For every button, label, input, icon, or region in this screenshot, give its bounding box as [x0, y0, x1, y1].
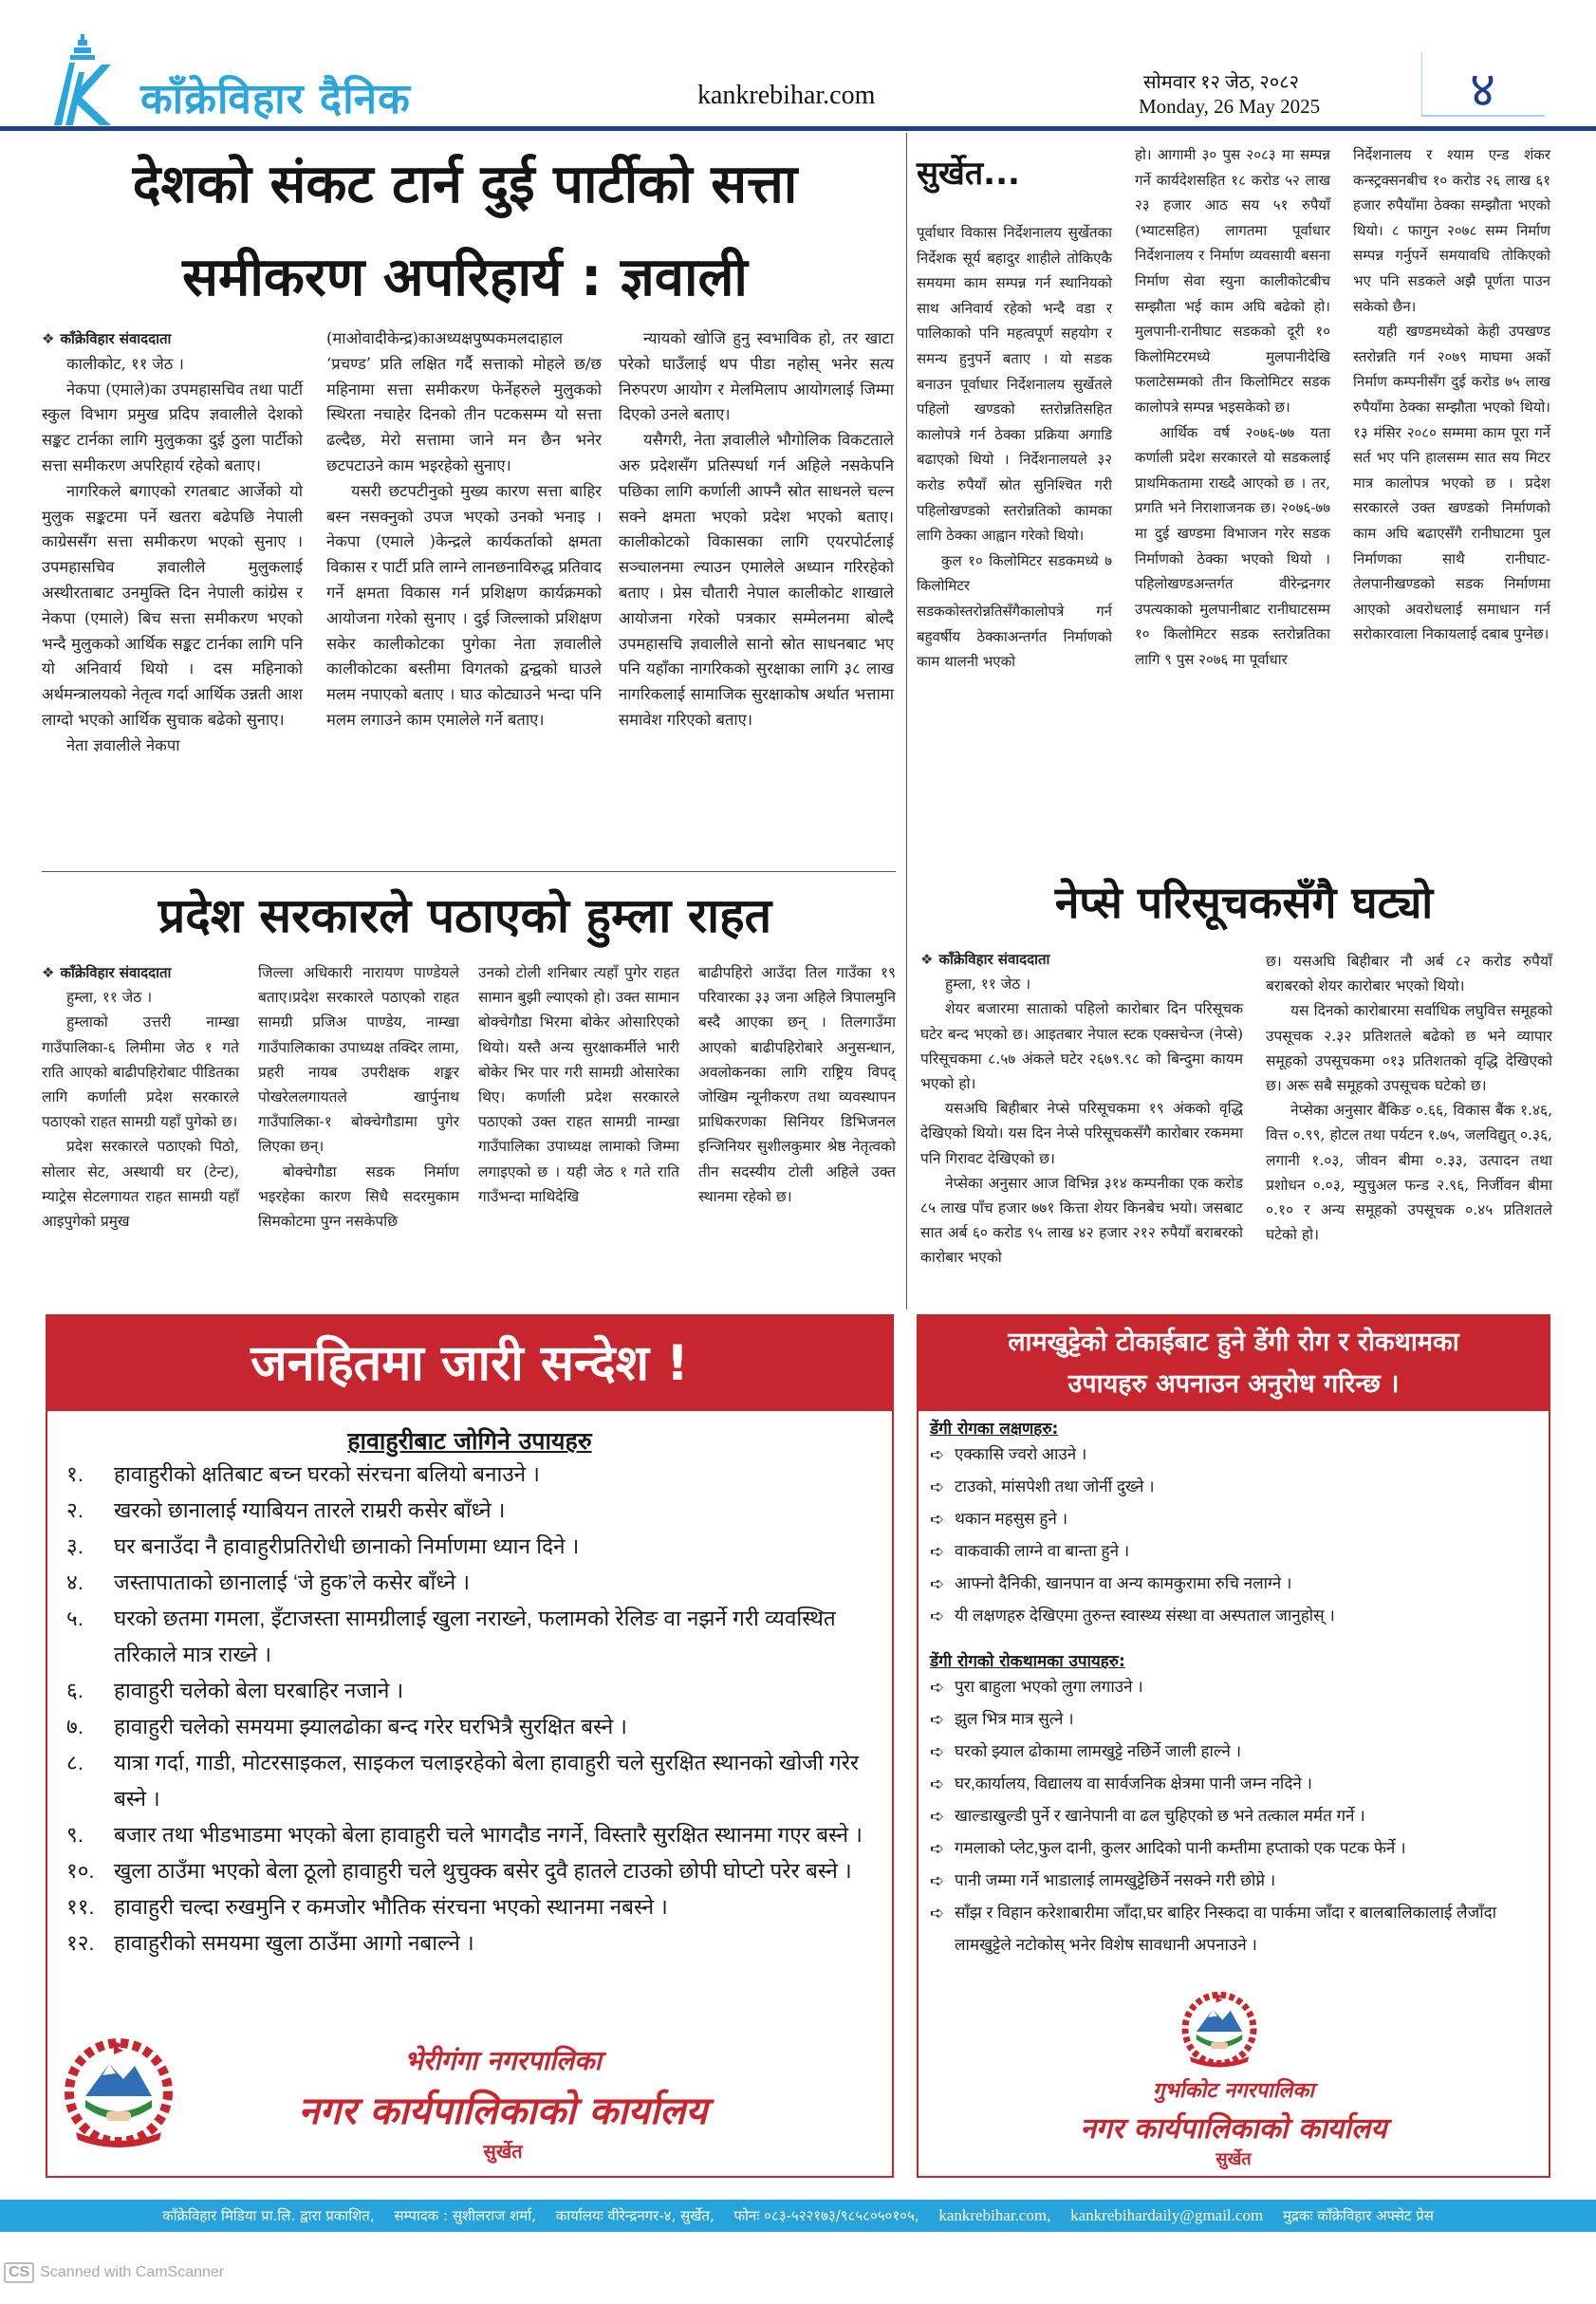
- story3-headline: नेप्से परिसूचकसँगै घट्यो: [1054, 877, 1434, 928]
- surkhet-column-2: [1135, 142, 1330, 672]
- page-number: ४: [1470, 64, 1496, 118]
- sponsor-office: नगर कार्यपालिकाको कार्यालय: [298, 2090, 708, 2133]
- sponsor-municipality: गुर्भाकोट नगरपालिका: [1153, 2079, 1314, 2103]
- paragraph: नागरिकले बगाएको रगतबाट आर्जेको यो मुलुक सङ्कटमा पर्ने खतरा बढेपछि नेपाली काग्रेससँग सत्ता समीकरण भएको सुनाए । उपमहासचिव ज्ञवालीले मुलुकलाई अस्थीरताबाट उनमुक्ति दिन नेपाली कांग्रेस र नेकपा (एमाले) बिच सत्ता समीकरण भएको भन्दै मुलुकको आर्थिक सङ्कट टार्नका लागि पनि यो अनिवार्य थियो । दस महिनाको अर्थमन्त्रालयको नेतृत्व गर्दा आर्थिक उन्नती आश लाग्दो भएको आर्थिक सुचाक बढेको सुनाए।: [42, 481, 303, 729]
- paragraph: नेता ज्ञवालीले नेकपा: [66, 735, 180, 754]
- masthead-rule: [0, 126, 1596, 131]
- ad-subheading: हावाहुरीबाट जोगिने उपायहरु: [347, 1427, 592, 1455]
- paragraph: बोक्चेगौडा सडक निर्माण भइरहेका कारण सिधै सदरमुकाम सिमकोटमा पुग्न नसकेपछि: [258, 1162, 459, 1231]
- paragraph: नेप्सेका अनुसार बैंकिङ ०.६६, विकास बैंक १.४६, वित्त ०.९९, होटल तथा पर्यटन १.७५, जलविद्युत् ०.३६, लगानी १.०३, जीवन बीमा ०.३३, उत्पादन तथा प्रशोधन ०.०३, म्युचुअल फन्ड २.९६, निर्जीवन बीमा ०.१० र अन्य समूहको उपसूचक ०.४५ प्रतिशतले घटेको हो।: [1266, 1102, 1552, 1244]
- dateline: हुम्ला, ११ जेठ ।: [66, 989, 153, 1007]
- footer-email-link[interactable]: kankrebihardaily@gmail.com: [1070, 2206, 1264, 2224]
- symptoms-list: [919, 1439, 1549, 1632]
- paragraph: यसअघि बिहीबार नेप्से परिसूचकमा १९ अंकको वृद्धि देखिएको थियो। यस दिन नेप्से परिसूचकसँगै कारोबार रकममा पनि गिरावट देखिएको छ।: [920, 1100, 1243, 1167]
- story1-headline-line1: देशको संकट टार्न दुई पार्टीको सत्ता: [132, 154, 798, 215]
- list-item: ➪ एक्कासि ज्वरो आउने ।: [930, 1439, 1539, 1471]
- story1-column-1: [42, 326, 303, 759]
- imprint-footer: [0, 2200, 1596, 2232]
- editor: सम्पादक : सुशीलराज शर्मा,: [394, 2207, 536, 2224]
- sponsor-location: सुर्खेत: [483, 2140, 523, 2163]
- sponsor-location: सुर्खेत: [1216, 2149, 1252, 2169]
- surkhet-column-3: [1353, 142, 1550, 647]
- phone: फोनः ०८३-५२२१७३/९८५८०५०१०५,: [733, 2207, 919, 2224]
- story2-column-3: [478, 960, 679, 1209]
- prevention-list: [919, 1671, 1549, 1961]
- paragraph: उनको टोली शनिबार त्यहाँ पुगेर राहत सामान बुझी ल्याएको हो। उक्त सामान बोक्चेगौडा भिरमा बोकेर ओसारिएको थियो। यस्तै अन्य सुरक्षाकर्मीले भारी बोकेर भिर पार गरी सामग्री ओसारेका थिए। कर्णाली प्रदेश सरकारले पठाएको उक्त राहत सामग्री नाम्खा गाउँपालिका उपाध्यक्ष लामाको जिम्मा लगाइएको छ । यही जेठ १ गते राति गाउँभन्दा माथिदेखि: [478, 964, 679, 1205]
- list-item: १२. हावाहुरीको समयमा खुला ठाउँमा आगो नबाल्ने ।: [66, 1931, 474, 1955]
- banner-line-2: उपायहरु अपनाउन अनुरोध गरिन्छ ।: [1067, 1369, 1400, 1399]
- masthead: [0, 0, 1596, 128]
- arrow-icon: ➪: [930, 1445, 945, 1464]
- story2-column-2: [258, 960, 459, 1234]
- paragraph: यही खण्डमध्येको केही उपखण्ड स्तरोन्नति गर्न २०७९ माघमा अर्को निर्माण कम्पनीसँग दुई करोड ७५ लाख रुपैयाँमा ठेक्का सम्झौता भएको थियो। १३ मंसिर २०८० सम्ममा काम पूरा गर्ने सर्त भए पनि हालसम्म सात सय मिटर मात्र कालोपत्र भएको छ । प्रदेश सरकारले उक्त खण्डको निर्माणको काम अघि बढाएसँगै रानीघाटमा पुल निर्माणका साथै रानीघाट-तेलपानीखण्डको सडक निर्माणमा आएको अवरोधलाई समाधान गर्न सरोकारवाला निकायलाई दबाब पुग्नेछ।: [1353, 323, 1550, 643]
- arrow-icon: ➪: [930, 1807, 945, 1826]
- arrow-icon: ➪: [930, 1542, 945, 1561]
- story1-headline-line2: समीकरण अपरिहार्य : ज्ञवाली: [182, 247, 748, 308]
- story2-headline: प्रदेश सरकारले पठाएको हुम्ला राहत: [158, 888, 772, 943]
- arrow-icon: ➪: [930, 1742, 945, 1761]
- office-address: कार्यालयः वीरेन्द्रनगर-४, सुर्खेत,: [555, 2207, 714, 2224]
- diamond-bullet-icon: ❖: [42, 330, 55, 347]
- list-item: १. हावाहुरीको क्षतिबाट बच्न घरको संरचना बलियो बनाउने ।: [66, 1462, 540, 1486]
- byline: ❖ काँक्रेविहार संवाददाता: [42, 964, 172, 981]
- list-item: ➪ गमलाको प्लेट,फुल दानी, कुलर आदिको पानी कम्तीमा हप्ताको एक पटक फेर्ने ।: [930, 1832, 1539, 1865]
- publisher: काँक्रेविहार मिडिया प्रा.लि. द्वारा प्रकाशित,: [162, 2207, 375, 2224]
- prevention-heading: डेंगी रोगको रोकथामका उपायहरु:: [930, 1652, 1125, 1671]
- watermark-text: Scanned with CamScanner: [40, 2264, 225, 2280]
- symptoms-heading: डेंगी रोगका लक्षणहरु:: [930, 1420, 1059, 1439]
- list-item: ३. घर बनाउँदा नै हावाहुरीप्रतिरोधी छानाको निर्माणमा ध्यान दिने ।: [66, 1534, 580, 1558]
- list-item: ➪ पुरा बाहुला भएको लुगा लगाउने ।: [930, 1671, 1539, 1703]
- arrow-icon: ➪: [930, 1871, 945, 1890]
- arrow-icon: ➪: [930, 1904, 945, 1923]
- paragraph: हो। आगामी ३० पुस २०८३ मा सम्पन्न गर्ने कार्यदेशसहित १८ करोड ५२ लाख २३ हजार आठ सय ५१ रुपैयाँ (भ्याटसहित) लागतमा पूर्वाधार निर्देशनालय र निर्माण व्यवसायी बसना निर्माण सेवा स्युना कालीकोटबीच सम्झौता भई काम अघि बढेको हो। मुलपानी-रानीघाट सडकको दूरी १० किलोमिटरमध्ये मुलपानीदेखि फलाटेसम्मको तीन किलोमिटर सडक कालोपत्रे सम्पन्न भइसकेको छ।: [1135, 146, 1330, 416]
- site-url[interactable]: kankrebihar.com: [697, 81, 876, 110]
- story2-column-4: [698, 960, 896, 1209]
- list-item: ९. बजार तथा भीडभाडमा भएको बेला हावाहुरी चले भागदौड नगर्ने, विस्तारै सुरक्षित स्थानमा गएर बस्ने ।: [66, 1823, 863, 1847]
- list-item: ६. हावाहुरी चलेको बेला घरबाहिर नजाने ।: [66, 1679, 404, 1702]
- camscanner-logo-icon: CS: [4, 2262, 34, 2283]
- arrow-icon: ➪: [930, 1510, 945, 1529]
- list-item: ➪ खाल्डाखुल्डी पुर्ने र खानेपानी वा ढल चुहिएको छ भने तत्काल मर्मत गर्ने ।: [930, 1800, 1539, 1832]
- byline: ❖ काँक्रेविहार संवाददाता: [42, 330, 172, 347]
- sponsor-office: नगर कार्यपालिकाको कार्यालय: [1080, 2112, 1387, 2146]
- list-item: ➪ टाउको, मांसपेशी तथा जोर्नी दुख्ने ।: [930, 1471, 1539, 1503]
- paragraph: यस दिनको कारोबारमा सर्वाधिक लघुवित्त समूहको उपसूचक २.३२ प्रतिशतले बढेको छ भने व्यापार समूहको उपसूचकमा ०१३ प्रतिशतको वृद्धि देखिएको छ। अरू सबै समूहको उपसूचक घटेको छ।: [1266, 1002, 1552, 1095]
- paragraph: (माओवादीकेन्द्र)काअध्यक्षपुष्पकमलदाहाल ‘प्रचण्ड’ प्रति लक्षित गर्दै सत्ताको मोहले छ/छ महिनामा सत्ता समीकरण फेर्नेहरुले मुलुकको स्थिरता नचाहेर दिनको तीन पटकसम्म यो सत्ता ढल्दैछ, मेरो सत्तामा जाने मन छैन भनेर छटपटाउने काम भइरहेको सुनाए।: [326, 329, 602, 474]
- story3-column-1: [920, 947, 1243, 1271]
- list-item: ➪ थकान महसुस हुने ।: [930, 1503, 1539, 1535]
- paragraph: नेकपा (एमाले)का उपमहासचिव तथा पार्टी स्कुल विभाग प्रमुख प्रदिप ज्ञवालीले देशको सङ्कट टार्नका लागि मुलुकका दुई ठुला पार्टीको सत्ता समीकरण अपरिहार्य रहेको बताए।: [42, 380, 303, 474]
- list-item: ७. हावाहुरी चलेको समयमा झ्यालढोका बन्द गरेर घरभित्रै सुरक्षित बस्ने ।: [66, 1715, 627, 1738]
- dateline: हुम्ला, ११ जेठ ।: [945, 975, 1031, 994]
- paragraph: यसरी छटपटीनुको मुख्य कारण सत्ता बाहिर बस्न नसक्नुको उपज भएको उनको भनाइ । नेकपा (एमाले )केन्द्रले कार्यकर्ताको क्षमता विकास र पार्टी प्रति लाग्ने लानछनाविरुद्ध प्रतिवाद गर्ने क्षमता विकास गर्न प्रशिक्षण कार्यक्रमको आयोजना गरेको सुनाए । दुई जिल्लाको प्रशिक्षण सकेर कालीकोटका पुगेका नेता ज्ञवालीले कालीकोटका बस्तीमा विगतको द्वन्द्वको घाउले मलम नपाएको बताए । घाउ कोट्याउने भन्दा पनि मलम लगाउने काम एमालेले गर्ने बताए।: [326, 481, 602, 729]
- arrow-icon: ➪: [930, 1710, 945, 1729]
- story3-column-2: [1266, 949, 1552, 1247]
- ad-banner: जनहितमा जारी सन्देश !: [47, 1316, 892, 1411]
- surkhet-column-1: [917, 220, 1112, 675]
- date-english: Monday, 26 May 2025: [1139, 95, 1321, 118]
- paragraph: जिल्ला अधिकारी नारायण पाण्डेयले बताए।प्रदेश सरकारले पठाएको राहत सामग्री प्रजिअ पाण्डेय, नाम्खा गाउँपालिकाका उपाध्यक्ष तक्दिर लामा, प्रहरी नायब उपरीक्षक शङ्कर पोखरेललगायतले खार्पुनाथ गाउँपालिका-१ बोक्चेगौडामा पुगेर लिएका छन्।: [258, 964, 459, 1156]
- list-item: ➪ वाकवाकी लाग्ने वा बान्ता हुने ।: [930, 1535, 1539, 1568]
- arrow-icon: ➪: [930, 1839, 945, 1858]
- paragraph: शेयर बजारमा साताको पहिलो कारोबार दिन परिसूचक घटेर बन्द भएको छ। आइतबार नेपाल स्टक एक्सचेन्ज (नेप्से) परिसूचकमा ८.५७ अंकले घटेर २६७९.९८ को बिन्दुमा कायम भएको हो।: [920, 1000, 1243, 1093]
- arrow-icon: ➪: [930, 1607, 945, 1626]
- printer: मुद्रकः काँक्रेविहार अफ्सेट प्रेस: [1282, 2207, 1434, 2224]
- paragraph: पूर्वाधार विकास निर्देशनालय सुर्खेतका निर्देशक सूर्य बहादुर शाहीले तोकिएकै समयमा काम सम्पन्न गर्न स्थानियको साथ अनिवार्य रहेको भन्दै वडा र पालिकाको पनि महत्वपूर्ण सहयोग र समन्य हुनुपर्ने बताए । यो सडक बनाउन पूर्वाधार निर्देशनालय सुर्खेतले पहिलो खण्डको स्तरोन्नतिसहित कालोपत्रे गर्न ठेक्का प्रक्रिया अगाडि बढाएको थियो । निर्देशनालयले ३२ करोड रुपैयाँ स्रोत सुनिश्चित गरी पहिलोखण्डको स्तरोन्नतिको कामका लागि ठेक्का आह्वान गरेको थियो।: [917, 224, 1112, 545]
- diamond-bullet-icon: ❖: [920, 951, 934, 968]
- byline: ❖ काँक्रेविहार संवाददाता: [920, 951, 1050, 968]
- nepal-emblem-icon: [57, 2037, 180, 2149]
- paragraph: यसैगरी, नेता ज्ञवालीले भौगोलिक विकटताले अरु प्रदेशसँग प्रतिस्पर्धा गर्न अहिले नसकेपनि पछिका लागि कर्णाली आफ्नै स्रोत साधनले चल्न सक्ने क्षमता भएको प्रदेश भएको बताए। कालीकोटको विकासका लागि एयरपोर्टलाई सञ्चालनमा ल्याउन एमालेले अध्यान गरिरहेको बताए । प्रेस चौतारी नेपाल कालीकोट शाखाले आयोजना गरेको पत्रकार सम्मेलनमा बोल्दै उपमहासचि ज्ञवालीले सानो स्रोत साधनबाट भए पनि यहाँका नागरिकको सुरक्षाका लागि ३८ लाख नागरिकलाई सामाजिक सुरक्षाकोष अर्थात भत्तामा समावेश गरिएको बताए।: [619, 431, 894, 729]
- ad-banner: [919, 1316, 1549, 1411]
- list-item: २. खरको छानालाई ग्याबियन तारले राम्ररी कसेर बाँध्ने ।: [66, 1498, 506, 1522]
- paragraph: कुल १० किलोमिटर सडकमध्ये ७ किलोमिटर सडककोस्तरोन्नतिसँगैकालोपत्रे गर्न बहुवर्षीय ठेक्काअन्तर्गत निर्माणको काम थालनी भएको: [917, 551, 1112, 671]
- newspaper-name: काँक्रेविहार दैनिक: [140, 75, 411, 123]
- list-item: ➪ पानी जम्मा गर्ने भाडालाई लामखुट्टेछिर्ने नसक्ने गरी छोप्ने ।: [930, 1865, 1539, 1897]
- list-item: ➪ घरको झ्याल ढोकामा लामखुट्टे नछिर्ने जाली हाल्ने ।: [930, 1736, 1539, 1768]
- paragraph: न्यायको खोजि हुनु स्वभाविक हो, तर खाटा परेको घाउँलाई थप पीडा नहोस् भनेर सत्य निरुपरण आयोग र मेलमिलाप आयोगलाई जिम्मा दिएको उनले बताए।: [619, 329, 894, 424]
- paragraph: हुम्लाको उत्तरी नाम्खा गाउँपालिका-६ लिमीमा जेठ १ गते राति आएको बाढीपहिरोबाट पीडितका लागि कर्णाली प्रदेश सरकारले पठाएको राहत सामग्री यहाँ पुगेको छ।: [42, 1013, 239, 1131]
- paragraph: बाढीपहिरो आउँदा तिल गाउँका १९ परिवारका ३३ जना अहिले त्रिपालमुनि बस्दै आएका छन् । तिलगाउँमा आएको बाढीपहिरोबारे अनुसन्धान, अवलोकनका लागि राष्ट्रिय विपद् जोखिम न्यूनीकरण तथा व्यवस्थापन प्राधिकरणका सिनियर डिभिजनल इन्जिनियर सुशीलकुमार श्रेष्ठ नेतृत्वको तीन सदस्यीय टोली अहिले उक्त स्थानमा रहेको छ।: [698, 964, 896, 1205]
- story1-column-3: [619, 326, 894, 734]
- arrow-icon: ➪: [930, 1574, 945, 1593]
- footer-website-link[interactable]: kankrebihar.com,: [938, 2206, 1051, 2224]
- paragraph: आर्थिक वर्ष २०७६-७७ यता कर्णाली प्रदेश सरकारले यो सडकलाई प्राथमिकतामा राख्दै आएको छ । तर, प्रगति भने निराशाजनक छ। २०७६-७७ मा दुई खण्डमा विभाजन गरेर सडक निर्माणको ठेक्का भएको थियो । पहिलोखण्डअन्तर्गत वीरेन्द्रनगर उपत्यकाको मुलपानीबाट रानीघाटसम्म १० किलोमिटर सडक स्तरोन्नतिका लागि ९ पुस २०७६ मा पूर्वाधार: [1135, 423, 1330, 668]
- story-divider: [42, 871, 896, 872]
- kankrebihar-logo-icon: [52, 34, 119, 127]
- story1-column-2: [326, 326, 602, 734]
- arrow-icon: ➪: [930, 1477, 945, 1496]
- banner-line-1: लामखुट्टेको टोकाईबाट हुने डेंगी रोग र रोकथामका: [1008, 1328, 1459, 1357]
- sponsor-municipality: भेरीगंगा नगरपालिका: [404, 2045, 602, 2076]
- list-item: ५. घरको छतमा गमला, इँटाजस्ता सामग्रीलाई खुला नराख्ने, फलामको रेलिङ वा नझर्ने गरी व्यवस्थित तरिकाले मात्र राख्ने ।: [66, 1607, 836, 1666]
- ad-windstorm-notice: [46, 1314, 894, 2178]
- list-item: ८. यात्रा गर्दा, गाडी, मोटरसाइकल, साइकल चलाइरहेको बेला हावाहुरी चले सुरक्षित स्थानको खोजी गरेर बस्ने ।: [66, 1751, 860, 1811]
- list-item: ➪ झुल भित्र मात्र सुत्ने ।: [930, 1703, 1539, 1736]
- precaution-list: [47, 1457, 892, 1961]
- list-item: ४. जस्तापाताको छानालाई ‘जे हुक’ले कसेर बाँध्ने ।: [66, 1570, 471, 1594]
- jump-head: सुर्खेत...: [917, 155, 1020, 193]
- list-item: ➪ आफ्नो दैनिकी, खानपान वा अन्य कामकुरामा रुचि नलाग्ने ।: [930, 1568, 1539, 1600]
- column-divider: [906, 133, 907, 1310]
- list-item: ➪ यी लक्षणहरु देखिएमा तुरुन्त स्वास्थ्य संस्था वा अस्पताल जानुहोस् ।: [930, 1600, 1539, 1632]
- list-item: ११. हावाहुरी चल्दा रुखमुनि र कमजोर भौतिक संरचना भएको स्थानमा नबस्ने ।: [66, 1895, 668, 1919]
- list-item: १०. खुला ठाउँमा भएको बेला ठूलो हावाहुरी चले थुचुक्क बसेर दुवै हातले टाउको छोपी घोप्टो परेर बस्ने ।: [66, 1859, 852, 1883]
- paragraph: नेप्सेका अनुसार आज विभिन्न ३१४ कम्पनीका एक करोड ८५ लाख पाँच हजार ७७१ कित्ता शेयर किनबेच भयो। जसबाट सात अर्ब ६० करोड ९५ लाख ४२ हजार २१२ रुपैयाँ बराबरको कारोबार भएको: [920, 1174, 1243, 1267]
- page-number-box: [1421, 52, 1545, 117]
- list-item: ➪ घर,कार्यालय, विद्यालय वा सार्वजनिक क्षेत्रमा पानी जम्न नदिने ।: [930, 1768, 1539, 1800]
- diamond-bullet-icon: ❖: [42, 964, 55, 981]
- paragraph: छ। यसअघि बिहीबार नौ अर्ब ८२ करोड रुपैयाँ बराबरको शेयर कारोबार भएको थियो।: [1266, 953, 1552, 995]
- dateline: कालीकोट, ११ जेठ ।: [66, 354, 184, 373]
- ad-dengue-notice: [917, 1314, 1550, 2178]
- scanner-watermark: [4, 2262, 224, 2283]
- arrow-icon: ➪: [930, 1774, 945, 1793]
- arrow-icon: ➪: [930, 1678, 945, 1697]
- date-nepali: सोमवार १२ जेठ, २०८२: [1143, 72, 1299, 93]
- story2-column-1: [42, 960, 239, 1234]
- paragraph: निर्देशनालय र श्याम एन्ड शंकर कन्स्ट्रक्सनबीच १० करोड २६ लाख ६१ हजार रुपैयाँमा ठेक्का सम्झौता भएको थियो। ८ फागुन २०७८ सम्म निर्माण सम्पन्न गर्नुपर्ने समयावधि तोकिएको भए पनि सडकले अझै पूर्णता पाउन सकेको छैन।: [1353, 146, 1550, 315]
- nepal-emblem-icon: [1177, 1990, 1262, 2070]
- list-item: ➪ साँझ र विहान करेशाबारीमा जाँदा,घर बाहिर निस्कदा वा पार्कमा जाँदा र बालबालिकालाई लैजाँदा लामखुट्टेले नटोकोस् भनेर विशेष सावधानी अपनाउने ।: [930, 1897, 1539, 1961]
- paragraph: प्रदेश सरकारले पठाएको पिठो, सोलार सेट, अस्थायी घर (टेन्ट), म्याट्रेस सेटलगायत राहत सामग्री यहाँ आइपुगेको प्रमुख: [42, 1138, 239, 1231]
